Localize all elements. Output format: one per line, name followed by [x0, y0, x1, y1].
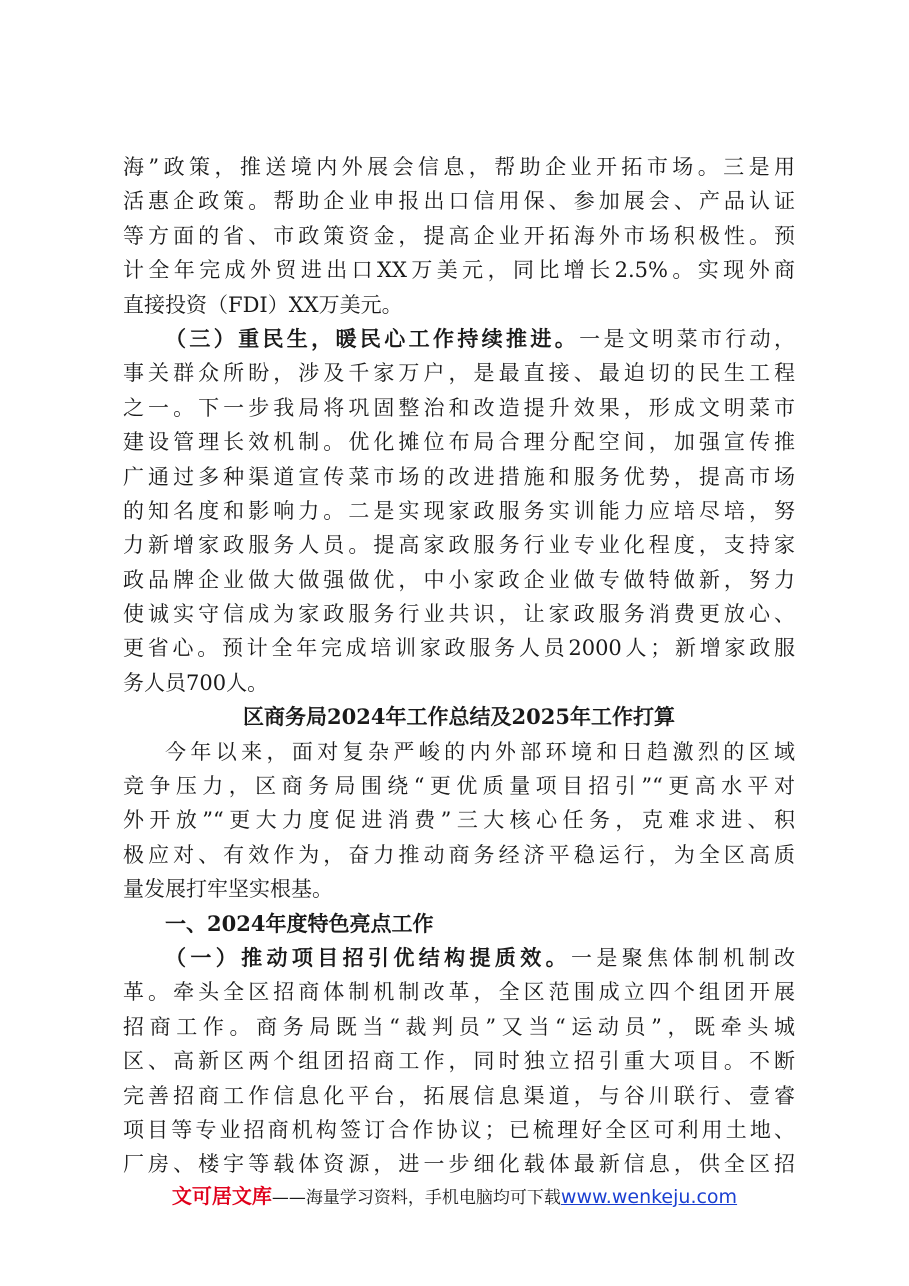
paragraph-line: 务人员700人。 [123, 670, 269, 695]
section-heading-1: 一、2024年度特色亮点工作 [165, 910, 434, 936]
paragraph-line: 直接投资（FDI）XX万美元。 [123, 292, 403, 317]
document-body [123, 150, 795, 1182]
paragraph-line: 外开放”“更大力度促进消费”三大核心任务，克难求进、积 [123, 808, 795, 833]
paragraph-line: 活惠企政策。帮助企业申报出口信用保、参加展会、产品认证 [123, 189, 795, 214]
paragraph-line: 厂房、楼宇等载体资源，进一步细化载体最新信息，供全区招 [123, 1152, 795, 1177]
paragraph-line: 量发展打牢坚实根基。 [123, 877, 333, 902]
paragraph-line: 建设管理长效机制。优化摊位布局合理分配空间，加强宣传推 [123, 430, 795, 455]
paragraph-line: 革。牵头全区招商体制机制改革，全区范围成立四个组团开展 [123, 980, 795, 1005]
paragraph-line: 完善招商工作信息化平台，拓展信息渠道，与谷川联行、壹睿 [123, 1083, 795, 1108]
footer-link[interactable]: www.wenkeju.com [560, 1186, 738, 1208]
paragraph-line: 招商工作。商务局既当“裁判员”又当“运动员”，既牵头城 [123, 1014, 795, 1039]
sub-1-first-line-text: 一是聚焦体制机制改 [571, 945, 795, 970]
paragraph-line: 海”政策，推送境内外展会信息，帮助企业开拓市场。三是用 [123, 155, 795, 179]
paragraph-line: 广通过多种渠道宣传菜市场的改进措施和服务优势，提高市场 [123, 464, 795, 489]
section-3-heading: （三）重民生，暖民心工作持续推进。 [165, 325, 580, 351]
paragraph-line: 力新增家政服务人员。提高家政服务行业专业化程度，支持家 [123, 533, 795, 558]
paragraph-line: 等方面的省、市政策资金，提高企业开拓海外市场积极性。预 [123, 223, 795, 248]
paragraph-line: 更省心。预计全年完成培训家政服务人员2000人；新增家政服 [123, 636, 795, 661]
paragraph-line: 竞争压力，区商务局围绕“更优质量项目招引”“更高水平对 [123, 774, 795, 799]
sub-1-first-line [123, 941, 795, 975]
paragraph-line: 的知名度和影响力。二是实现家政服务实训能力应培尽培，努 [123, 498, 795, 523]
paragraph-line: 政品牌企业做大做强做优，中小家政企业做专做特做新，努力 [123, 567, 795, 592]
paragraph-line: 事关群众所盼，涉及千家万户，是最直接、最迫切的民生工程 [123, 361, 795, 386]
paragraph-line: 之一。下一步我局将巩固整治和改造提升效果，形成文明菜市 [123, 395, 795, 420]
paragraph-line: 极应对、有效作为，奋力推动商务经济平稳运行，为全区高质 [123, 842, 795, 867]
sub-1-heading: （一）推动项目招引优结构提质效。 [165, 944, 571, 970]
section-3-first-line-text: 一是文明菜市行动， [579, 326, 796, 351]
paragraph-line: 使诚实守信成为家政服务行业共识，让家政服务消费更放心、 [123, 602, 795, 627]
paragraph-line: 区、高新区两个组团招商工作，同时独立招引重大项目。不断 [123, 1049, 795, 1074]
footer-brand: 文可居文库 [171, 1184, 272, 1208]
paragraph-line: 计全年完成外贸进出口XX万美元，同比增长2.5%。实现外商 [123, 258, 795, 283]
intro-first-line: 今年以来，面对复杂严峻的内外部环境和日趋激烈的区域 [165, 739, 795, 764]
footer-watermark [0, 1180, 909, 1209]
footer-tagline: ——海量学习资料，手机电脑均可下载 [271, 1188, 561, 1208]
document-title: 区商务局2024年工作总结及2025年工作打算 [243, 704, 675, 730]
section-3-first-line [123, 322, 795, 356]
paragraph-line: 项目等专业招商机构签订合作协议；已梳理好全区可利用土地、 [123, 1117, 795, 1142]
